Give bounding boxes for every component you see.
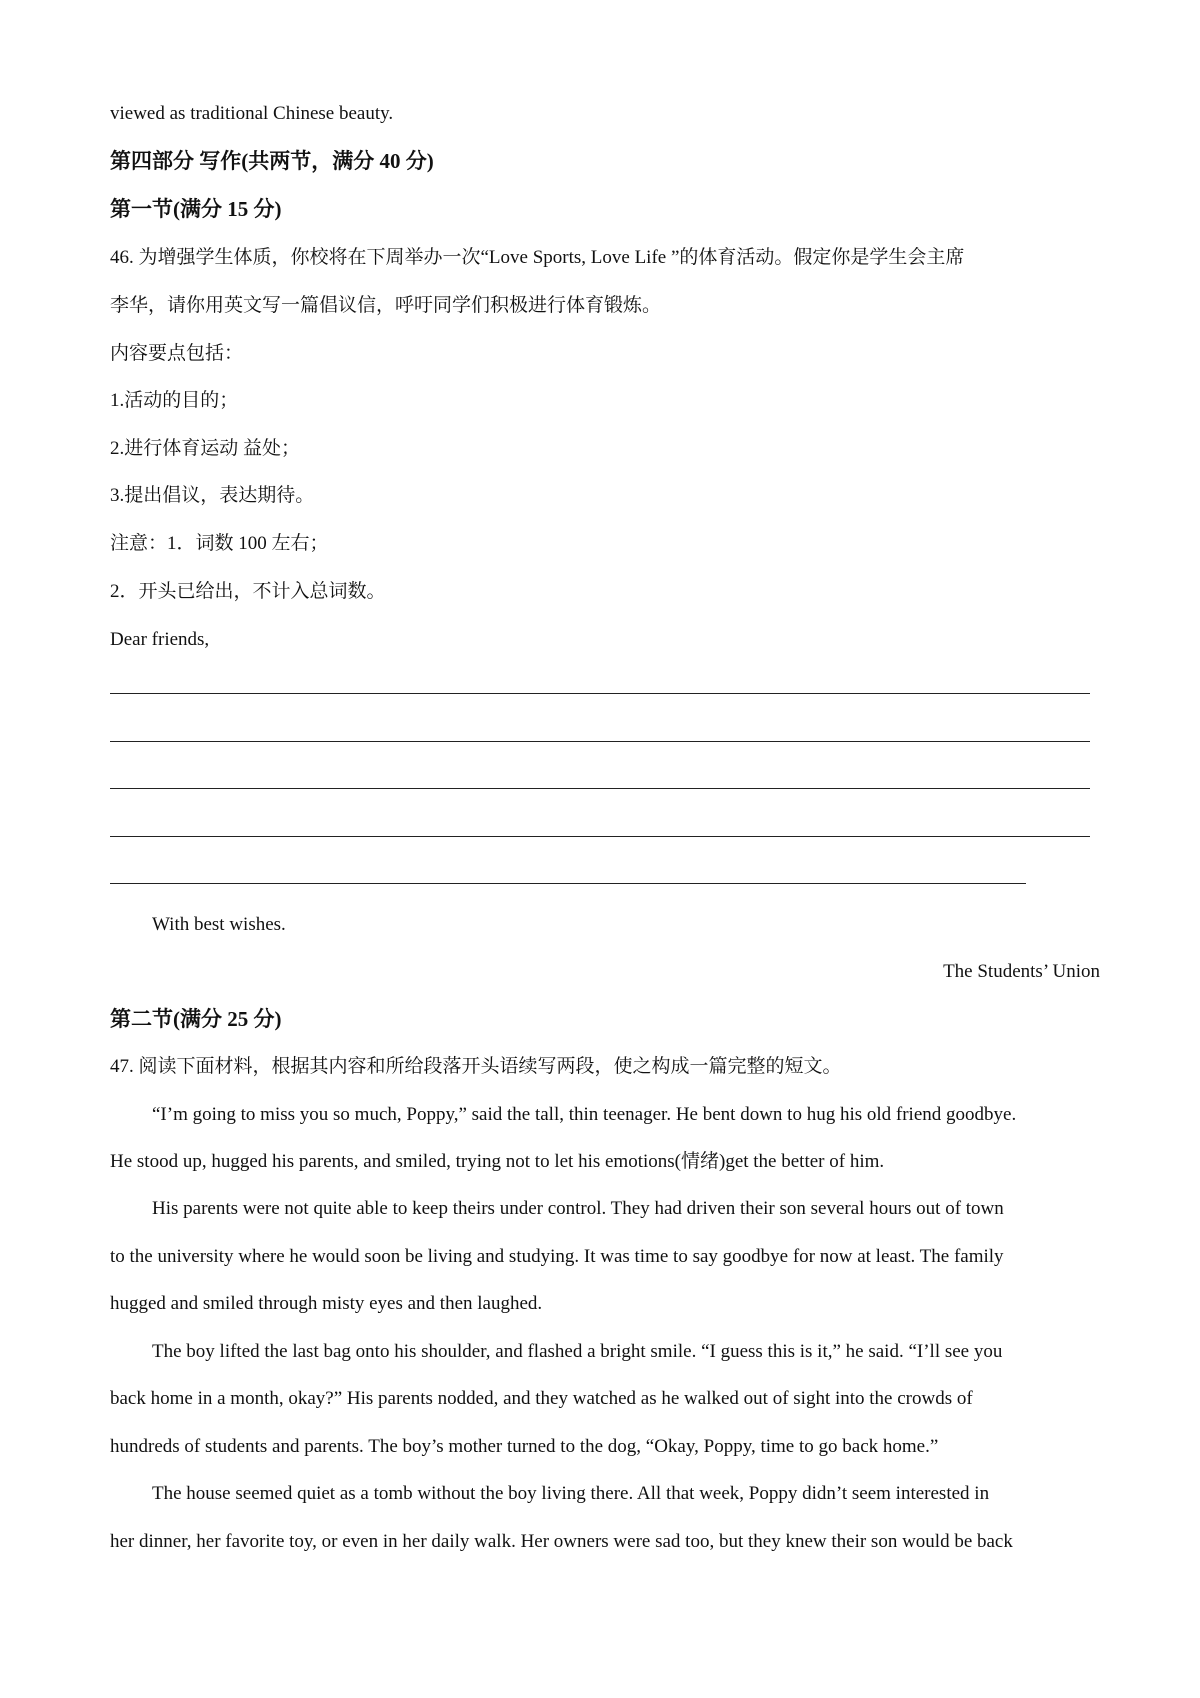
section-heading-sec2: 第二节(满分 25 分) xyxy=(110,1007,282,1031)
answer-line xyxy=(110,883,1026,884)
passage-line: her dinner, her favorite toy, or even in her daily walk. Her owners were sad too, but they knew their son would be back xyxy=(110,1531,1013,1552)
text-line: viewed as traditional Chinese beauty. xyxy=(110,103,394,124)
point-2: 2.进行体育运动 益处； xyxy=(110,438,301,459)
passage-line: The boy lifted the last bag onto his shoulder, and flashed a bright smile. “I guess this is it,” he said. “I’ll see you xyxy=(152,1341,1003,1362)
answer-line xyxy=(110,836,1090,837)
answer-line xyxy=(110,788,1090,789)
passage-line: He stood up, hugged his parents, and smiled, trying not to let his emotions(情绪)get the better of him. xyxy=(110,1151,885,1172)
passage-line: His parents were not quite able to keep theirs under control. They had driven their son several hours out of town xyxy=(152,1198,1004,1219)
section-heading-sec1: 第一节(满分 15 分) xyxy=(110,197,282,221)
closing: With best wishes. xyxy=(152,914,286,935)
answer-line xyxy=(110,741,1090,742)
passage-line: hundreds of students and parents. The boy’s mother turned to the dog, “Okay, Poppy, time to go back home.” xyxy=(110,1436,939,1457)
salutation: Dear friends, xyxy=(110,629,210,650)
passage-line: to the university where he would soon be living and studying. It was time to say goodbye for now at least. The family xyxy=(110,1246,1004,1267)
question-46-line1: 46. 为增强学生体质，你校将在下周举办一次“Love Sports, Love Life ”的体育活动。假定你是学生会主席 xyxy=(110,247,965,268)
passage-line: The house seemed quiet as a tomb without the boy living there. All that week, Poppy didn’t seem interested in xyxy=(152,1483,990,1504)
passage-line: back home in a month, okay?” His parents nodded, and they watched as he walked out of sight into the crowds of xyxy=(110,1388,973,1409)
question-46-line2: 李华，请你用英文写一篇倡议信，呼吁同学们积极进行体育锻炼。 xyxy=(110,295,662,316)
answer-line xyxy=(110,693,1090,694)
question-47: 47. 阅读下面材料，根据其内容和所给段落开头语续写两段，使之构成一篇完整的短文。 xyxy=(110,1056,842,1077)
passage-line: “I’m going to miss you so much, Poppy,” said the tall, thin teenager. He bent down to hug his old friend goodbye. xyxy=(152,1104,1017,1125)
section-heading-part4: 第四部分 写作(共两节，满分 40 分) xyxy=(110,149,434,173)
points-title: 内容要点包括： xyxy=(110,343,244,364)
point-1: 1.活动的目的； xyxy=(110,390,239,411)
note-1: 注意：1．词数 100 左右； xyxy=(110,533,329,554)
signature: The Students’ Union xyxy=(943,961,1100,982)
point-3: 3.提出倡议，表达期待。 xyxy=(110,485,315,506)
note-2: 2．开头已给出，不计入总词数。 xyxy=(110,581,386,602)
passage-line: hugged and smiled through misty eyes and then laughed. xyxy=(110,1293,543,1314)
